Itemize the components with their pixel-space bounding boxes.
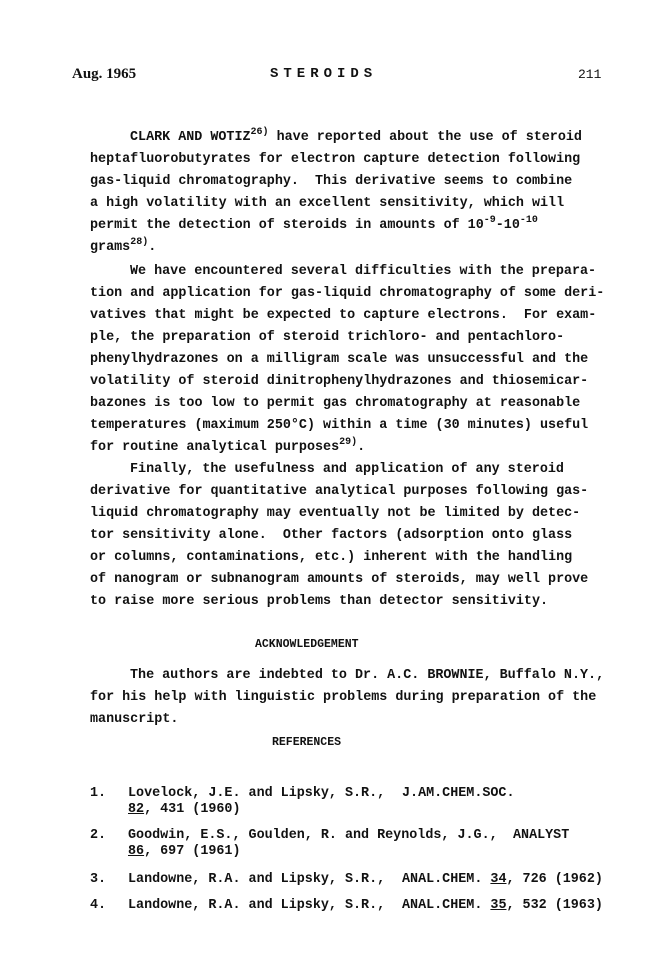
reference-citation [128, 844, 241, 859]
volume: 35 [490, 898, 507, 913]
text: grams [90, 240, 131, 255]
text-line: phenylhydrazones on a milligram scale was unsuccessful and the [90, 352, 589, 367]
reference-journal: ANALYST [513, 828, 570, 843]
text-line: a high volatility with an excellent sensitivity, which will [90, 196, 565, 211]
text-line [130, 127, 582, 145]
reference-citation [402, 898, 603, 913]
reference-number: 1. [90, 786, 107, 801]
text-line: vatives that might be expected to capture electrons. For exam- [90, 308, 597, 323]
text-line: or columns, contaminations, etc.) inherent with the handling [90, 550, 573, 565]
text-line: heptafluorobutyrates for electron capture detection following [90, 152, 581, 167]
reference-number: 3. [90, 872, 107, 887]
text: for routine analytical purposes [90, 440, 340, 455]
reference-journal: ANAL.CHEM. [402, 898, 483, 913]
issue-date: Aug. 1965 [72, 66, 137, 82]
text: -10 [495, 218, 520, 233]
reference-citation [128, 802, 241, 817]
text: . [357, 440, 366, 455]
reference-number: 4. [90, 898, 107, 913]
volume: 34 [490, 872, 507, 887]
acknowledgement-heading: ACKNOWLEDGEMENT [255, 638, 359, 651]
citation: 26) [250, 127, 269, 138]
text-line [90, 237, 157, 255]
text-line: manuscript. [90, 712, 179, 727]
pages-year: , 726 (1962) [506, 872, 603, 887]
reference-authors: Landowne, R.A. and Lipsky, S.R., [128, 872, 386, 887]
text-line [90, 437, 366, 455]
text-line: tor sensitivity alone. Other factors (adsorption onto glass [90, 528, 573, 543]
citation: 29) [339, 437, 358, 448]
exponent: -9 [483, 215, 496, 226]
text-line: We have encountered several difficulties with the prepara- [130, 264, 597, 279]
page-number: 211 [578, 67, 602, 82]
text-line: of nanogram or subnanogram amounts of steroids, may well prove [90, 572, 589, 587]
references-heading: REFERENCES [272, 736, 342, 749]
reference-authors: Landowne, R.A. and Lipsky, S.R., [128, 898, 386, 913]
reference-citation [402, 872, 603, 887]
exponent: -10 [519, 215, 538, 226]
reference-journal: ANAL.CHEM. [402, 872, 483, 887]
text: CLARK AND WOTIZ [130, 130, 251, 145]
pages-year: , 697 (1961) [144, 844, 241, 859]
text-line: The authors are indebted to Dr. A.C. BROWNIE, Buffalo N.Y., [130, 668, 605, 683]
text: permit the detection of steroids in amounts of 10 [90, 218, 484, 233]
text-line: to raise more serious problems than detector sensitivity. [90, 594, 549, 609]
text: have reported about the use of steroid [268, 130, 582, 145]
pages-year: , 431 (1960) [144, 802, 241, 817]
text-line: bazones is too low to permit gas chromatography at reasonable [90, 396, 581, 411]
text-line: derivative for quantitative analytical purposes following gas- [90, 484, 589, 499]
reference-authors: Goodwin, E.S., Goulden, R. and Reynolds, J.G., [128, 828, 498, 843]
text-line: tion and application for gas-liquid chromatography of some deri- [90, 286, 605, 301]
text-line: ple, the preparation of steroid trichloro- and pentachloro- [90, 330, 565, 345]
reference-authors: Lovelock, J.E. and Lipsky, S.R., [128, 786, 386, 801]
text-line: temperatures (maximum 250°C) within a time (30 minutes) useful [90, 418, 589, 433]
volume: 82 [128, 802, 145, 817]
text-line: Finally, the usefulness and application of any steroid [130, 462, 564, 477]
text-line [90, 215, 538, 233]
text: . [148, 240, 157, 255]
reference-journal: J.AM.CHEM.SOC. [402, 786, 515, 801]
text-line: volatility of steroid dinitrophenylhydrazones and thiosemicar- [90, 374, 589, 389]
volume: 86 [128, 844, 145, 859]
text-line: gas-liquid chromatography. This derivative seems to combine [90, 174, 573, 189]
journal-title: STEROIDS [270, 66, 378, 82]
text-line: for his help with linguistic problems during preparation of the [90, 690, 597, 705]
citation: 28) [130, 237, 149, 248]
text-line: liquid chromatography may eventually not be limited by detec- [90, 506, 581, 521]
pages-year: , 532 (1963) [506, 898, 603, 913]
reference-number: 2. [90, 828, 107, 843]
